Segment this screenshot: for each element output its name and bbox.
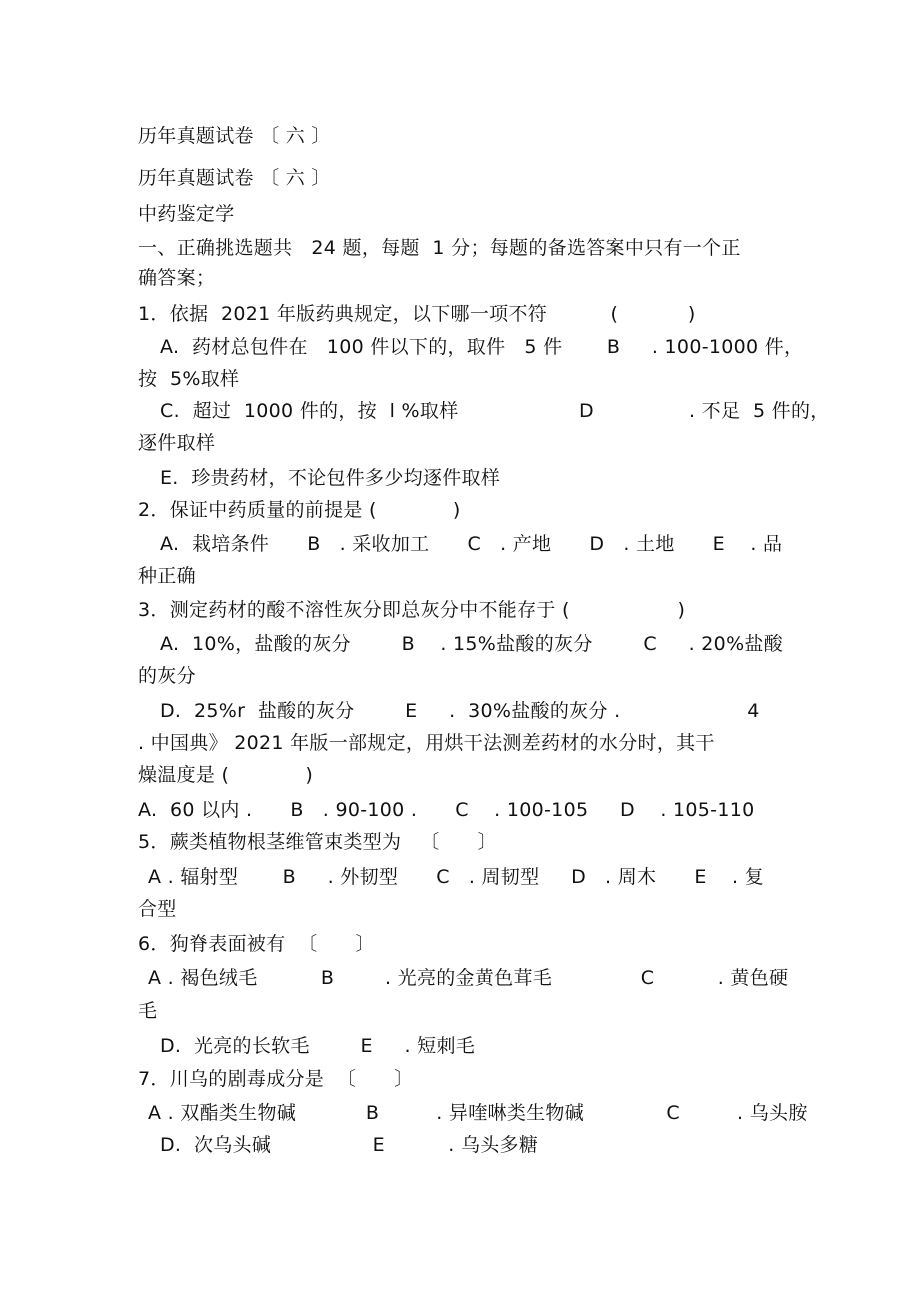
- section-instructions: 一、正确挑选题共 24 题，每题 1 分；每题的备选答案中只有一个正: [138, 237, 741, 259]
- question-2-options: A. 栽培条件 B . 采收加工 C . 产地 D . 土地 E . 品: [160, 533, 783, 555]
- section-instructions-cont: 确答案；: [138, 267, 216, 289]
- question-5: 5．蕨类植物根茎维管束类型为 〔 〕: [138, 831, 497, 853]
- question-7-options-de: D. 次乌头碱 E . 乌头多糖: [160, 1134, 539, 1156]
- question-1-options-cd-cont: 逐件取样: [138, 432, 216, 454]
- question-3-options-de: D. 25%r 盐酸的灰分 E . 30%盐酸的灰分 . 4: [160, 700, 760, 722]
- question-2-options-cont: 种正确: [138, 565, 196, 587]
- question-7-options-abc: A . 双酯类生物碱 B . 异喹啉类生物碱 C . 乌头胺: [148, 1102, 808, 1124]
- question-4-options: A. 60 以内 . B . 90-100 . C . 100-105 D . 105-110: [138, 799, 755, 821]
- question-6: 6．狗脊表面被有 〔 〕: [138, 933, 375, 955]
- question-4: . 中国典》 2021 年版一部规定，用烘干法测差药材的水分时，其干: [138, 732, 715, 754]
- doc-title-repeat: 历年真题试卷 〔 六 〕: [138, 167, 331, 189]
- question-1: 1．依据 2021 年版药典规定，以下哪一项不符 ( ): [138, 303, 696, 325]
- question-1-option-e: E. 珍贵药材，不论包件多少均逐件取样: [160, 467, 501, 489]
- question-1-options-ab-cont: 按 5%取样: [138, 368, 240, 390]
- doc-title: 历年真题试卷 〔 六 〕: [138, 125, 331, 147]
- question-6-options-abc: A . 褐色绒毛 B . 光亮的金黄色茸毛 C . 黄色硬: [148, 967, 789, 989]
- question-3-options-abc-cont: 的灰分: [138, 665, 196, 687]
- question-6-options-abc-cont: 毛: [138, 1000, 158, 1022]
- question-5-options: A . 辐射型 B . 外韧型 C . 周韧型 D . 周木 E . 复: [148, 866, 765, 888]
- question-7: 7．川乌的剧毒成分是 〔 〕: [138, 1068, 414, 1090]
- question-3-options-abc: A. 10%，盐酸的灰分 B . 15%盐酸的灰分 C . 20%盐酸: [160, 633, 784, 655]
- question-4-cont: 燥温度是 ( ): [138, 764, 314, 786]
- question-6-options-de: D. 光亮的长软毛 E . 短刺毛: [160, 1035, 476, 1057]
- question-3: 3．测定药材的酸不溶性灰分即总灰分中不能存于 ( ): [138, 599, 686, 621]
- question-1-options-ab: A. 药材总包件在 100 件以下的，取件 5 件 B . 100-1000 件，: [160, 336, 804, 358]
- subject-heading: 中药鉴定学: [138, 203, 235, 225]
- question-2: 2．保证中药质量的前提是 ( ): [138, 499, 461, 521]
- question-5-options-cont: 合型: [138, 898, 177, 920]
- question-1-options-cd: C. 超过 1000 件的，按 l %取样 D . 不足 5 件的，: [160, 400, 830, 422]
